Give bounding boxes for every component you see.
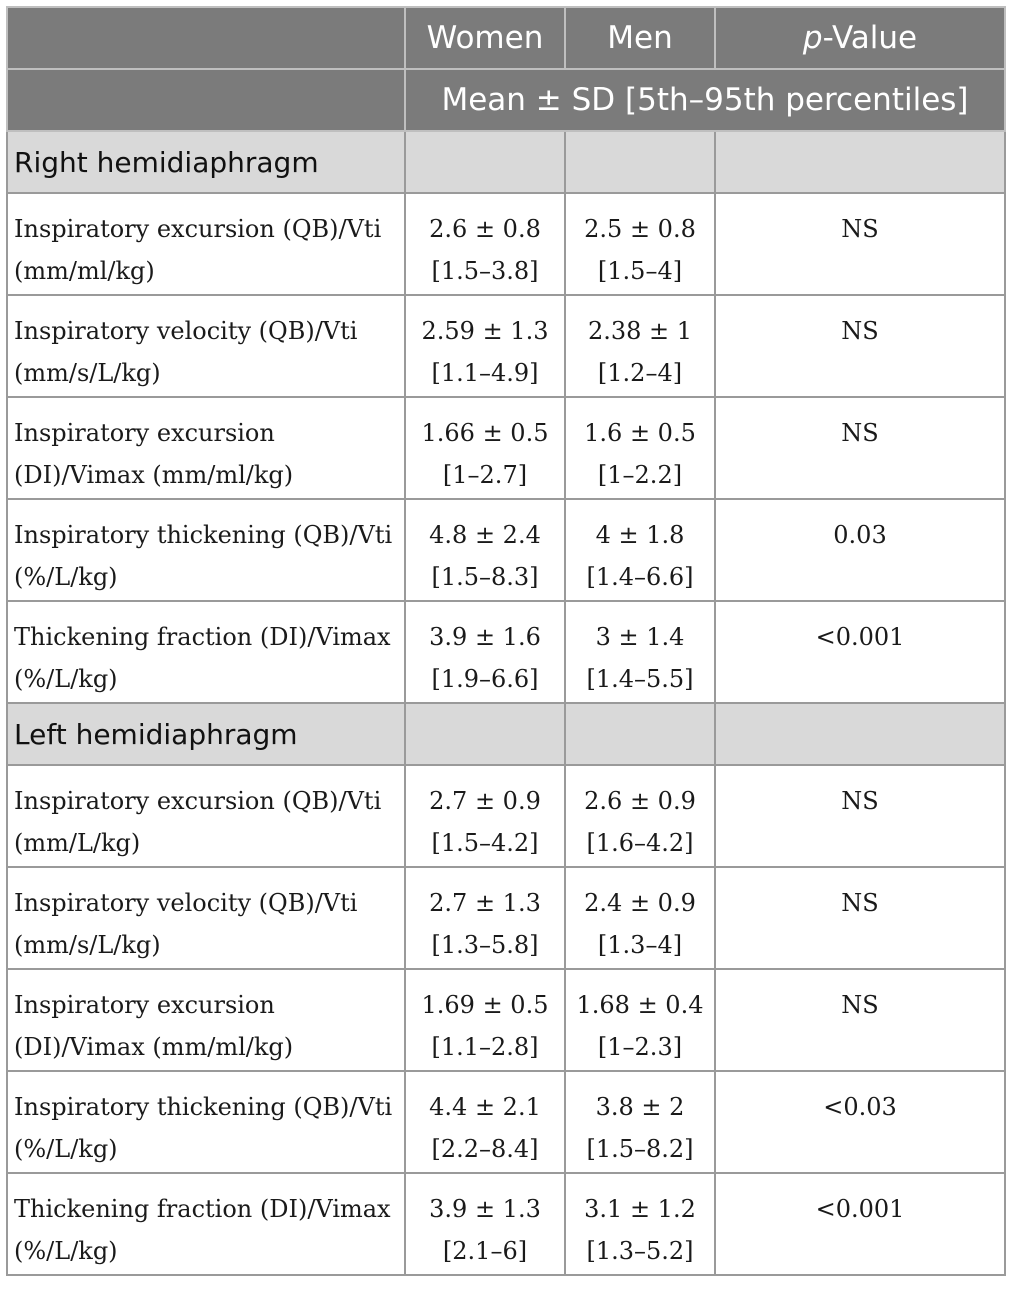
table-row: [7, 397, 1005, 499]
measure-label-line-1: Inspiratory thickening (QB)/Vti: [14, 1093, 393, 1121]
men-percentiles: [1.6–4.2]: [586, 829, 694, 857]
section-empty-cell: [565, 703, 715, 765]
men-value-cell: [565, 1173, 715, 1275]
men-mean-sd: 2.4 ± 0.9: [584, 889, 696, 917]
header-p-value: [715, 7, 1005, 69]
women-mean-sd: 2.59 ± 1.3: [421, 317, 549, 345]
header-p-rest: -Value: [822, 20, 918, 56]
measure-label-line-2: (DI)/Vimax (mm/ml/kg): [14, 1033, 294, 1061]
measure-label-cell: [7, 499, 405, 601]
measure-label-line-1: Inspiratory velocity (QB)/Vti: [14, 889, 358, 917]
men-value-cell: [565, 969, 715, 1071]
women-percentiles: [1.9–6.6]: [431, 665, 539, 693]
p-value-cell: [715, 1071, 1005, 1173]
men-value-cell: [565, 1071, 715, 1173]
women-percentiles: [1.5–3.8]: [431, 257, 539, 285]
table-row: [7, 295, 1005, 397]
measure-label-cell: [7, 1071, 405, 1173]
p-value-cell: [715, 601, 1005, 703]
section-empty-cell: [405, 131, 565, 193]
measure-label-line-2: (mm/L/kg): [14, 829, 141, 857]
header-men: Men: [565, 7, 715, 69]
women-mean-sd: 3.9 ± 1.6: [429, 623, 541, 651]
men-percentiles: [1.4–5.5]: [586, 665, 694, 693]
measure-label-line-2: (mm/s/L/kg): [14, 359, 161, 387]
p-value: NS: [841, 787, 879, 815]
table-row: [7, 969, 1005, 1071]
men-value-cell: [565, 295, 715, 397]
women-mean-sd: 2.7 ± 1.3: [429, 889, 541, 917]
measure-label-line-1: Inspiratory thickening (QB)/Vti: [14, 521, 393, 549]
table-row: [7, 499, 1005, 601]
men-mean-sd: 2.5 ± 0.8: [584, 215, 696, 243]
section-header-row: [7, 703, 1005, 765]
men-percentiles: [1.5–4]: [597, 257, 683, 285]
p-value: NS: [841, 215, 879, 243]
p-value: NS: [841, 991, 879, 1019]
measure-label-line-2: (mm/s/L/kg): [14, 931, 161, 959]
p-value: <0.001: [815, 623, 905, 651]
measure-label-line-2: (%/L/kg): [14, 665, 118, 693]
men-percentiles: [1–2.2]: [597, 461, 683, 489]
measure-label-line-1: Inspiratory velocity (QB)/Vti: [14, 317, 358, 345]
men-value-cell: [565, 499, 715, 601]
measure-label-line-2: (%/L/kg): [14, 563, 118, 591]
men-percentiles: [1.2–4]: [597, 359, 683, 387]
men-percentiles: [1.3–5.2]: [586, 1237, 694, 1265]
women-value-cell: [405, 765, 565, 867]
measure-label-cell: [7, 193, 405, 295]
section-empty-cell: [715, 703, 1005, 765]
subheader-empty-cell: [7, 69, 405, 131]
measure-label-line-1: Inspiratory excursion (QB)/Vti: [14, 787, 382, 815]
men-mean-sd: 2.6 ± 0.9: [584, 787, 696, 815]
subheader-row: [7, 69, 1005, 131]
women-value-cell: [405, 1071, 565, 1173]
p-value: NS: [841, 317, 879, 345]
p-value: <0.001: [815, 1195, 905, 1223]
men-percentiles: [1–2.3]: [597, 1033, 683, 1061]
measure-label-cell: [7, 601, 405, 703]
measure-label-cell: [7, 867, 405, 969]
women-percentiles: [1–2.7]: [442, 461, 528, 489]
p-value-cell: [715, 765, 1005, 867]
table-row: [7, 601, 1005, 703]
men-value-cell: [565, 765, 715, 867]
men-mean-sd: 1.68 ± 0.4: [576, 991, 704, 1019]
women-percentiles: [2.1–6]: [442, 1237, 528, 1265]
data-table: [6, 6, 1006, 1276]
women-value-cell: [405, 969, 565, 1071]
p-value-cell: [715, 397, 1005, 499]
women-mean-sd: 1.66 ± 0.5: [421, 419, 549, 447]
measure-label-line-1: Thickening fraction (DI)/Vimax: [14, 623, 391, 651]
men-mean-sd: 1.6 ± 0.5: [584, 419, 696, 447]
measure-label-line-2: (DI)/Vimax (mm/ml/kg): [14, 461, 294, 489]
table-row: [7, 193, 1005, 295]
section-empty-cell: [565, 131, 715, 193]
men-value-cell: [565, 193, 715, 295]
men-mean-sd: 3 ± 1.4: [595, 623, 685, 651]
men-percentiles: [1.5–8.2]: [586, 1135, 694, 1163]
section-header-row: [7, 131, 1005, 193]
table-row: [7, 867, 1005, 969]
women-percentiles: [1.5–4.2]: [431, 829, 539, 857]
section-empty-cell: [715, 131, 1005, 193]
women-value-cell: [405, 397, 565, 499]
men-value-cell: [565, 397, 715, 499]
header-row: [7, 7, 1005, 69]
p-value-cell: [715, 193, 1005, 295]
women-mean-sd: 1.69 ± 0.5: [421, 991, 549, 1019]
women-value-cell: [405, 499, 565, 601]
p-value-cell: [715, 1173, 1005, 1275]
women-percentiles: [1.5–8.3]: [431, 563, 539, 591]
p-value-cell: [715, 499, 1005, 601]
p-value: <0.03: [823, 1093, 897, 1121]
women-value-cell: [405, 1173, 565, 1275]
women-value-cell: [405, 601, 565, 703]
men-mean-sd: 3.1 ± 1.2: [584, 1195, 696, 1223]
header-p-italic: p: [802, 20, 823, 56]
women-value-cell: [405, 867, 565, 969]
women-percentiles: [1.3–5.8]: [431, 931, 539, 959]
p-value: 0.03: [833, 521, 887, 549]
men-value-cell: [565, 601, 715, 703]
women-mean-sd: 4.8 ± 2.4: [429, 521, 541, 549]
women-mean-sd: 2.7 ± 0.9: [429, 787, 541, 815]
table-row: [7, 1173, 1005, 1275]
measure-label-cell: [7, 295, 405, 397]
measure-label-line-1: Inspiratory excursion (QB)/Vti: [14, 215, 382, 243]
p-value: NS: [841, 419, 879, 447]
women-percentiles: [2.2–8.4]: [431, 1135, 539, 1163]
table-row: [7, 765, 1005, 867]
measure-label-line-2: (%/L/kg): [14, 1237, 118, 1265]
measure-label-line-2: (mm/ml/kg): [14, 257, 155, 285]
men-percentiles: [1.3–4]: [597, 931, 683, 959]
section-empty-cell: [405, 703, 565, 765]
p-value-cell: [715, 867, 1005, 969]
section-title: Left hemidiaphragm: [7, 703, 405, 765]
men-mean-sd: 3.8 ± 2: [595, 1093, 685, 1121]
subheader-stat-description: Mean ± SD [5th–95th percentiles]: [405, 69, 1005, 131]
measure-label-line-1: Thickening fraction (DI)/Vimax: [14, 1195, 391, 1223]
women-mean-sd: 2.6 ± 0.8: [429, 215, 541, 243]
women-mean-sd: 3.9 ± 1.3: [429, 1195, 541, 1223]
p-value-cell: [715, 295, 1005, 397]
section-title: Right hemidiaphragm: [7, 131, 405, 193]
men-percentiles: [1.4–6.6]: [586, 563, 694, 591]
p-value: NS: [841, 889, 879, 917]
header-women: Women: [405, 7, 565, 69]
measure-label-cell: [7, 1173, 405, 1275]
measure-label-cell: [7, 969, 405, 1071]
header-empty-cell: [7, 7, 405, 69]
men-mean-sd: 4 ± 1.8: [595, 521, 685, 549]
women-percentiles: [1.1–2.8]: [431, 1033, 539, 1061]
men-value-cell: [565, 867, 715, 969]
women-value-cell: [405, 193, 565, 295]
data-table-container: [6, 6, 1006, 1276]
table-row: [7, 1071, 1005, 1173]
women-mean-sd: 4.4 ± 2.1: [429, 1093, 541, 1121]
p-value-cell: [715, 969, 1005, 1071]
measure-label-cell: [7, 397, 405, 499]
women-value-cell: [405, 295, 565, 397]
measure-label-line-1: Inspiratory excursion: [14, 419, 275, 447]
measure-label-cell: [7, 765, 405, 867]
men-mean-sd: 2.38 ± 1: [587, 317, 693, 345]
measure-label-line-1: Inspiratory excursion: [14, 991, 275, 1019]
measure-label-line-2: (%/L/kg): [14, 1135, 118, 1163]
women-percentiles: [1.1–4.9]: [431, 359, 539, 387]
